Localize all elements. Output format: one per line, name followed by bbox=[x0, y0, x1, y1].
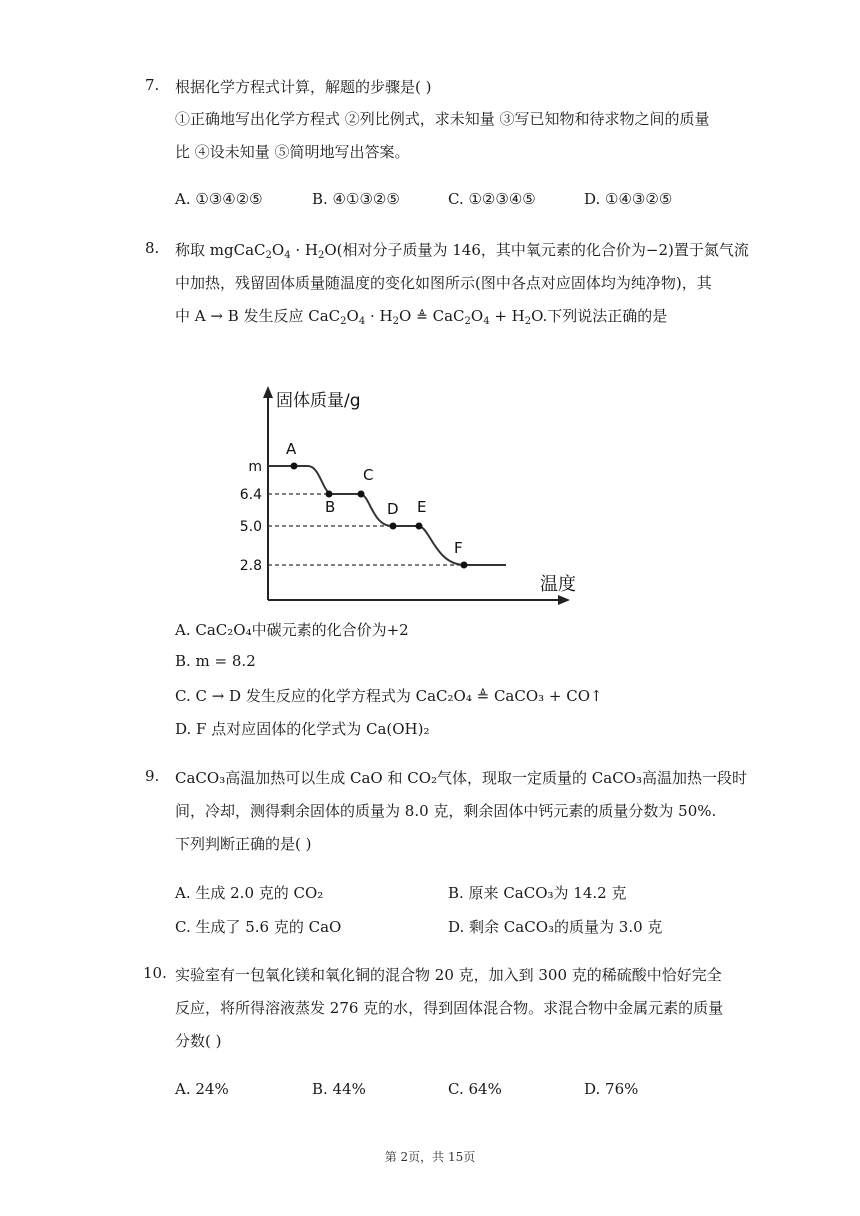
option-a[interactable]: A. ①③④②⑤ bbox=[175, 190, 263, 208]
option-c[interactable]: C. ①②③④⑤ bbox=[448, 190, 536, 208]
heating-condition: ≜ bbox=[416, 309, 428, 325]
question-stem: 根据化学方程式计算，解题的步骤是( ) bbox=[175, 78, 432, 96]
option-d[interactable]: D. ①④③②⑤ bbox=[584, 190, 673, 208]
point-b bbox=[326, 491, 333, 498]
y-tick-label: 6.4 bbox=[239, 487, 262, 503]
point-label: A bbox=[286, 440, 297, 458]
question-number: 8. bbox=[145, 239, 160, 257]
option-d[interactable]: D. 76% bbox=[584, 1080, 639, 1098]
option-b[interactable]: B. ④①③②⑤ bbox=[312, 190, 400, 208]
x-axis-arrow bbox=[558, 595, 570, 605]
question-number: 7. bbox=[145, 76, 160, 94]
question-text: 下列判断正确的是( ) bbox=[175, 835, 312, 853]
point-label: D bbox=[387, 500, 399, 518]
point-e bbox=[416, 523, 423, 530]
option-c[interactable]: C. 64% bbox=[448, 1080, 502, 1098]
page-footer: 第 2页，共 15页 bbox=[384, 1150, 476, 1164]
point-d bbox=[390, 523, 397, 530]
question-text: 分数( ) bbox=[175, 1032, 222, 1050]
y-tick-label: 5.0 bbox=[239, 519, 262, 535]
option-d[interactable]: D. F 点对应固体的化学式为 Ca(OH)₂ bbox=[175, 720, 430, 738]
question-text: 中加热，残留固体质量随温度的变化如图所示(图中各点对应固体均为纯净物)，其 bbox=[175, 274, 712, 292]
point-c bbox=[358, 491, 365, 498]
question-text: 反应，将所得溶液蒸发 276 克的水，得到固体混合物。求混合物中金属元素的质量 bbox=[175, 999, 724, 1017]
x-axis-label: 温度 bbox=[540, 574, 576, 595]
option-c[interactable]: C. 生成了 5.6 克的 CaO bbox=[175, 918, 342, 936]
point-label: F bbox=[454, 539, 463, 557]
y-tick-label: 2.8 bbox=[239, 558, 262, 574]
option-a[interactable]: A. 24% bbox=[175, 1080, 229, 1098]
question-stem: CaCO₃高温加热可以生成 CaO 和 CO₂气体，现取一定质量的 CaCO₃高温加热一段时 bbox=[175, 769, 747, 787]
y-axis-arrow bbox=[263, 386, 273, 398]
question-number: 9. bbox=[145, 767, 160, 785]
option-b[interactable]: B. 44% bbox=[312, 1080, 366, 1098]
point-label: C bbox=[363, 466, 374, 484]
point-label: B bbox=[325, 498, 336, 516]
question-text: 比 ④设未知量 ⑤简明地写出答案。 bbox=[175, 143, 410, 161]
mass-temperature-chart bbox=[228, 378, 588, 608]
option-b[interactable]: B. 原来 CaCO₃为 14.2 克 bbox=[448, 884, 627, 902]
question-stem: 称取 $mgCaC_2O_4 \cdot H_2O$(相对分子质量为 146，其中氧元素的化合价为−2)置于氮气流 bbox=[175, 241, 749, 261]
option-d[interactable]: D. 剩余 CaCO₃的质量为 3.0 克 bbox=[448, 918, 663, 936]
question-number: 10. bbox=[143, 964, 167, 982]
y-axis-label: 固体质量/g bbox=[276, 391, 361, 411]
question-text: 中 A → B 发生反应 $CaC_2O_4 \cdot H_2O$ ≜ $CaC_2O_4 + H_2O$.下列说法正确的是 bbox=[175, 307, 668, 327]
option-c[interactable]: C. C → D 发生反应的化学方程式为 CaC₂O₄ ≜ CaCO₃ + CO↑ bbox=[175, 687, 603, 705]
question-text: ①正确地写出化学方程式 ②列比例式，求未知量 ③写已知物和待求物之间的质量 bbox=[175, 110, 710, 128]
option-a[interactable]: A. 生成 2.0 克的 CO₂ bbox=[175, 884, 324, 902]
point-a bbox=[291, 463, 298, 470]
question-stem: 实验室有一包氧化镁和氧化铜的混合物 20 克，加入到 300 克的稀硫酸中恰好完全 bbox=[175, 966, 722, 984]
point-label: E bbox=[417, 498, 427, 516]
y-tick-label: m bbox=[248, 459, 262, 475]
question-text: 间，冷却，测得剩余固体的质量为 8.0 克，剩余固体中钙元素的质量分数为 50%. bbox=[175, 802, 717, 820]
point-f bbox=[461, 562, 468, 569]
option-a[interactable]: A. CaC₂O₄中碳元素的化合价为+2 bbox=[175, 621, 409, 639]
option-b[interactable]: B. m = 8.2 bbox=[175, 652, 256, 670]
